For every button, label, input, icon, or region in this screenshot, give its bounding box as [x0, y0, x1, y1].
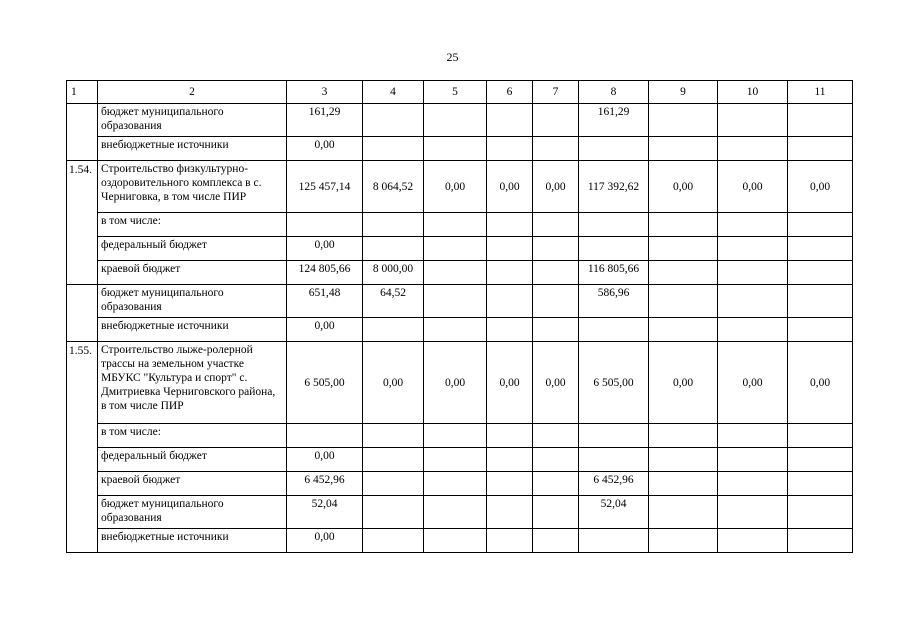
value-cell: 586,96	[579, 285, 649, 318]
value-cell	[363, 104, 424, 137]
table-row	[67, 213, 853, 237]
table-row	[67, 161, 853, 213]
header-cell: 10	[718, 81, 788, 104]
value-cell: 6 505,00	[287, 342, 363, 424]
value-cell	[718, 237, 788, 261]
value-cell: 125 457,14	[287, 161, 363, 213]
value-cell	[533, 261, 579, 285]
value-cell: 8 064,52	[363, 161, 424, 213]
value-cell	[718, 472, 788, 496]
budget-table	[66, 80, 853, 553]
value-cell	[363, 448, 424, 472]
table-body	[67, 81, 853, 553]
item-name-cell: Строительство физкультурно-оздоровительного комплекса в с. Черниговка, в том числе ПИР	[98, 161, 287, 213]
value-cell: 6 452,96	[287, 472, 363, 496]
value-cell: 0,00	[487, 342, 533, 424]
value-cell: 0,00	[424, 161, 487, 213]
table-row	[67, 104, 853, 137]
value-cell	[363, 237, 424, 261]
value-cell	[487, 472, 533, 496]
item-name-cell: Строительство лыже-ролерной трассы на земельном участке МБУКС "Культура и спорт" с. Дмитриевка Черниговского района, в том числе ПИР	[98, 342, 287, 424]
value-cell	[424, 285, 487, 318]
row-number-cell	[67, 285, 98, 342]
value-cell	[424, 137, 487, 161]
table-row	[67, 261, 853, 285]
value-cell	[788, 448, 853, 472]
header-cell: 9	[649, 81, 718, 104]
value-cell	[533, 137, 579, 161]
value-cell	[363, 472, 424, 496]
value-cell: 117 392,62	[579, 161, 649, 213]
value-cell	[788, 237, 853, 261]
value-cell: 124 805,66	[287, 261, 363, 285]
value-cell	[487, 424, 533, 448]
table-row	[67, 529, 853, 553]
value-cell	[788, 318, 853, 342]
value-cell	[718, 448, 788, 472]
value-cell	[718, 137, 788, 161]
value-cell	[579, 137, 649, 161]
header-cell: 3	[287, 81, 363, 104]
value-cell: 0,00	[788, 161, 853, 213]
value-cell	[579, 318, 649, 342]
value-cell	[424, 318, 487, 342]
value-cell	[533, 104, 579, 137]
value-cell	[363, 424, 424, 448]
value-cell: 6 452,96	[579, 472, 649, 496]
item-name-cell: краевой бюджет	[98, 472, 287, 496]
value-cell: 0,00	[533, 342, 579, 424]
value-cell	[424, 213, 487, 237]
value-cell	[579, 424, 649, 448]
value-cell	[363, 529, 424, 553]
table-row	[67, 285, 853, 318]
value-cell	[533, 213, 579, 237]
value-cell	[287, 424, 363, 448]
value-cell	[424, 448, 487, 472]
value-cell	[487, 237, 533, 261]
value-cell: 52,04	[287, 496, 363, 529]
value-cell	[718, 496, 788, 529]
value-cell	[649, 318, 718, 342]
value-cell	[788, 137, 853, 161]
header-cell: 2	[98, 81, 287, 104]
value-cell: 0,00	[533, 161, 579, 213]
value-cell	[424, 424, 487, 448]
value-cell	[533, 529, 579, 553]
value-cell: 0,00	[424, 342, 487, 424]
value-cell	[424, 261, 487, 285]
value-cell	[718, 104, 788, 137]
row-number-cell: 1.54.	[67, 161, 98, 285]
value-cell: 0,00	[287, 448, 363, 472]
value-cell	[487, 261, 533, 285]
value-cell	[718, 424, 788, 448]
value-cell	[718, 318, 788, 342]
item-name-cell: внебюджетные источники	[98, 529, 287, 553]
value-cell	[487, 529, 533, 553]
value-cell	[487, 285, 533, 318]
value-cell	[649, 496, 718, 529]
value-cell	[718, 285, 788, 318]
value-cell	[487, 318, 533, 342]
value-cell: 0,00	[788, 342, 853, 424]
value-cell	[718, 261, 788, 285]
value-cell	[788, 285, 853, 318]
item-name-cell: федеральный бюджет	[98, 237, 287, 261]
header-cell: 6	[487, 81, 533, 104]
header-cell: 8	[579, 81, 649, 104]
value-cell	[533, 448, 579, 472]
value-cell	[424, 472, 487, 496]
value-cell	[533, 472, 579, 496]
value-cell	[788, 104, 853, 137]
item-name-cell: бюджет муниципального образования	[98, 496, 287, 529]
value-cell	[788, 424, 853, 448]
value-cell	[363, 318, 424, 342]
header-cell: 1	[67, 81, 98, 104]
value-cell: 0,00	[363, 342, 424, 424]
value-cell	[424, 104, 487, 137]
value-cell	[487, 137, 533, 161]
item-name-cell: бюджет муниципального образования	[98, 104, 287, 137]
value-cell	[424, 237, 487, 261]
value-cell	[287, 213, 363, 237]
item-name-cell: бюджет муниципального образования	[98, 285, 287, 318]
value-cell	[487, 213, 533, 237]
header-cell: 7	[533, 81, 579, 104]
value-cell	[649, 472, 718, 496]
item-name-cell: федеральный бюджет	[98, 448, 287, 472]
value-cell	[649, 104, 718, 137]
row-number-cell	[67, 104, 98, 161]
value-cell	[718, 213, 788, 237]
table-row	[67, 496, 853, 529]
value-cell: 0,00	[718, 161, 788, 213]
value-cell: 0,00	[287, 318, 363, 342]
value-cell	[363, 496, 424, 529]
value-cell: 6 505,00	[579, 342, 649, 424]
value-cell: 161,29	[579, 104, 649, 137]
value-cell: 651,48	[287, 285, 363, 318]
value-cell	[579, 448, 649, 472]
table-row	[67, 472, 853, 496]
table-row	[67, 342, 853, 424]
value-cell	[487, 104, 533, 137]
value-cell	[424, 496, 487, 529]
value-cell	[363, 137, 424, 161]
value-cell	[649, 448, 718, 472]
table-row	[67, 137, 853, 161]
value-cell	[649, 424, 718, 448]
value-cell	[424, 529, 487, 553]
value-cell	[533, 237, 579, 261]
value-cell	[579, 237, 649, 261]
value-cell	[649, 137, 718, 161]
value-cell	[533, 285, 579, 318]
header-cell: 4	[363, 81, 424, 104]
table-row	[67, 318, 853, 342]
value-cell	[649, 529, 718, 553]
value-cell	[487, 448, 533, 472]
value-cell	[649, 285, 718, 318]
value-cell	[788, 261, 853, 285]
table-row	[67, 237, 853, 261]
value-cell	[533, 496, 579, 529]
value-cell: 0,00	[649, 161, 718, 213]
value-cell	[579, 529, 649, 553]
item-name-cell: краевой бюджет	[98, 261, 287, 285]
header-row	[67, 81, 853, 104]
header-cell: 11	[788, 81, 853, 104]
value-cell	[487, 496, 533, 529]
value-cell	[533, 424, 579, 448]
value-cell: 0,00	[718, 342, 788, 424]
value-cell	[788, 213, 853, 237]
value-cell	[788, 472, 853, 496]
header-cell: 5	[424, 81, 487, 104]
page-number: 25	[446, 50, 459, 64]
value-cell	[363, 213, 424, 237]
value-cell	[579, 213, 649, 237]
value-cell: 161,29	[287, 104, 363, 137]
value-cell: 52,04	[579, 496, 649, 529]
value-cell	[649, 237, 718, 261]
value-cell	[718, 529, 788, 553]
item-name-cell: внебюджетные источники	[98, 318, 287, 342]
value-cell: 0,00	[287, 237, 363, 261]
table-row	[67, 424, 853, 448]
value-cell	[533, 318, 579, 342]
item-name-cell: в том числе:	[98, 424, 287, 448]
value-cell	[788, 496, 853, 529]
item-name-cell: в том числе:	[98, 213, 287, 237]
value-cell	[649, 261, 718, 285]
value-cell: 116 805,66	[579, 261, 649, 285]
value-cell	[649, 213, 718, 237]
row-number-cell: 1.55.	[67, 342, 98, 553]
value-cell	[788, 529, 853, 553]
value-cell: 0,00	[287, 529, 363, 553]
value-cell: 64,52	[363, 285, 424, 318]
table-row	[67, 448, 853, 472]
value-cell: 8 000,00	[363, 261, 424, 285]
value-cell: 0,00	[649, 342, 718, 424]
value-cell: 0,00	[287, 137, 363, 161]
value-cell: 0,00	[487, 161, 533, 213]
item-name-cell: внебюджетные источники	[98, 137, 287, 161]
